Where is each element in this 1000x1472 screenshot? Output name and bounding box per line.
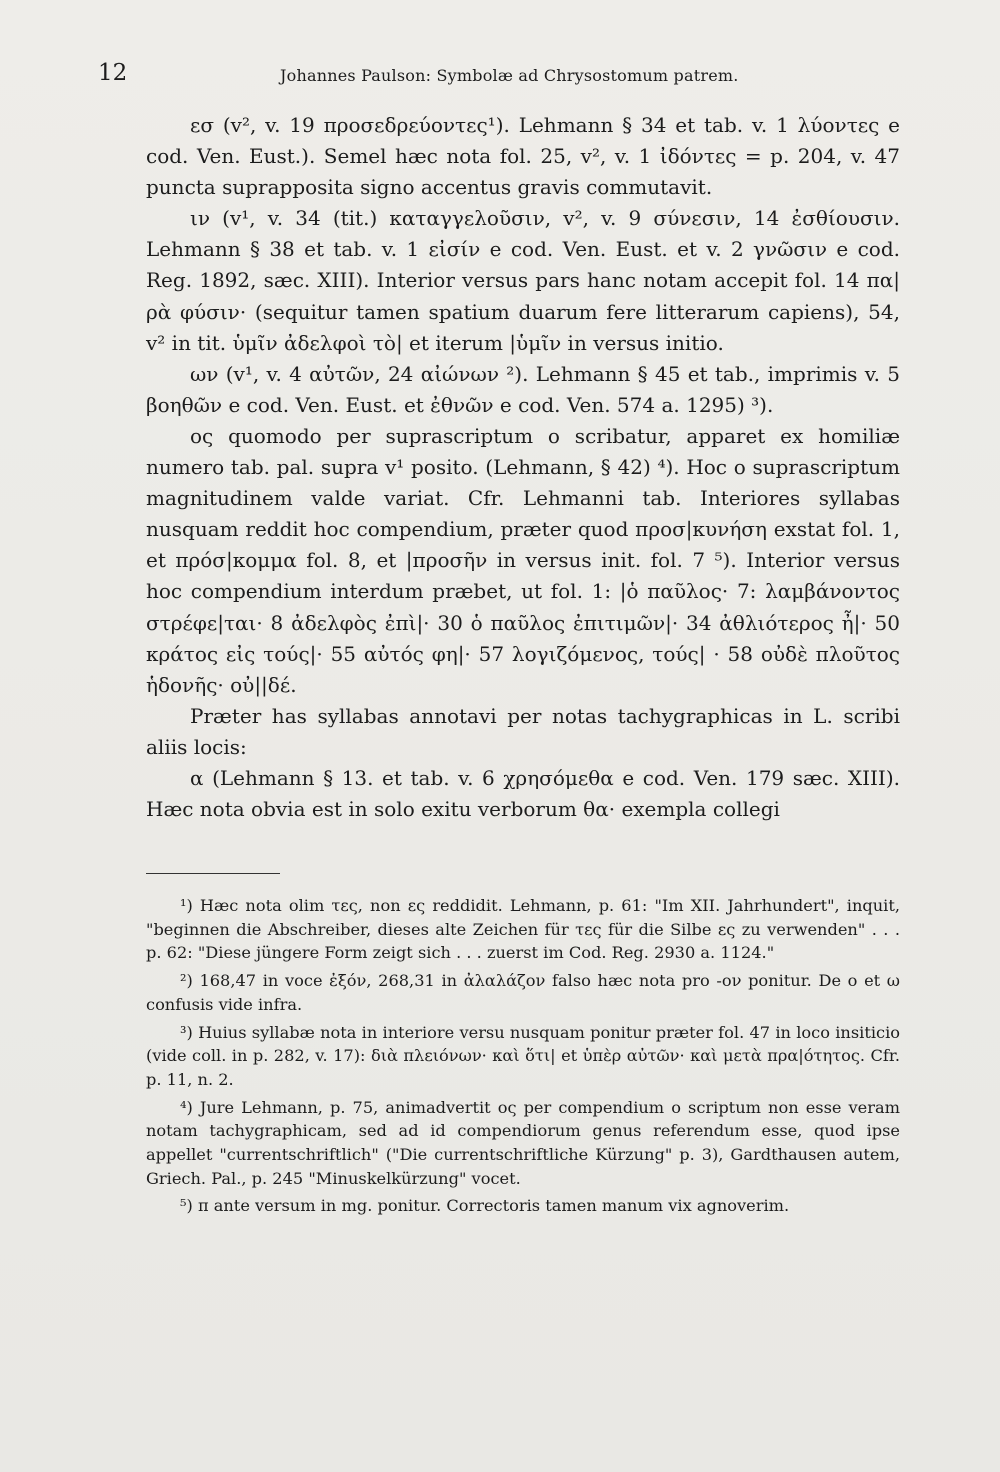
paragraph: Præter has syllabas annotavi per notas tachygraphicas in L. scribi aliis locis:: [146, 703, 900, 759]
running-title: Johannes Paulson: Symbolæ ad Chrysostomum patrem.: [280, 66, 739, 85]
paragraph: ιν (v¹, v. 34 (tit.) καταγγελοῦσιν, v², v. 9 σύνεσιν, 14 ἐσθίουσιν. Lehmann § 38 et tab. v. 1 εἰσίν e cod. Ven. Eust. et v. 2 γνῶσιν e cod. Reg. 1892, sæc. XIII). Interior versus pars hanc notam accepit fol. 14 πα|ρὰ φύσιν· (sequitur tamen spatium duarum fere litterarum capiens), 54, v² in tit. ὑμῖν ἀδελφοὶ τὸ| et iterum |ὑμῖν in versus initio.: [146, 206, 900, 355]
footnote: ¹) Hæc nota olim τες, non ες reddidit. Lehmann, p. 61: "Im XII. Jahrhundert", inquit, "beginnen die Abschreiber, dieses alte Zeichen für τες für die Silbe ες zu verwenden" . . . p. 62: "Diese jüngere Form zeigt sich . . . zuerst im Cod. Reg. 2930 a. 1124.": [146, 896, 900, 963]
footnote: ⁵) π ante versum in mg. ponitur. Correctoris tamen manum vix agnoverim.: [180, 1196, 790, 1216]
main-text: [146, 110, 900, 825]
footnote: ³) Huius syllabæ nota in interiore versu nusquam ponitur præter fol. 47 in loco insiticio (vide coll. in p. 282, v. 17): διὰ πλειόνων· καὶ ὅτι| et ὑπὲρ αὐτῶν· καὶ μετὰ πρα|ότητος. Cfr. p. 11, n. 2.: [146, 1022, 900, 1089]
page-header: [98, 60, 910, 90]
paragraph: α (Lehmann § 13. et tab. v. 6 χρησόμεθα e cod. Ven. 179 sæc. XIII). Hæc nota obvia est in solo exitu verborum θα· exempla collegi: [146, 765, 900, 822]
paragraph: εσ (v², v. 19 προσεδρεύοντες¹). Lehmann § 34 et tab. v. 1 λύοντες e cod. Ven. Eust.). Semel hæc nota fol. 25, v², v. 1 ἰδόντες = p. 204, v. 47 puncta suprapposita signo accentus gravis commutavit.: [146, 113, 900, 200]
page-number: 12: [98, 60, 128, 86]
paragraph: ων (v¹, v. 4 αὐτῶν, 24 αἰώνων ²). Lehmann § 45 et tab., imprimis v. 5 βοηθῶν e cod. Ven. Eust. et ἐθνῶν e cod. Ven. 574 a. 1295) ³).: [146, 361, 900, 417]
footnote: ⁴) Jure Lehmann, p. 75, animadvertit ος per compendium ο scriptum non esse veram notam tachygraphicam, sed ad id compendiorum genus referendum esse, quod ipse appellet "currentschriftlich" ("Die currentschriftliche Kürzung" p. 3), Gardthausen autem, Griech. Pal., p. 245 "Minuskelkürzung" vocet.: [146, 1097, 900, 1188]
footnotes: [146, 894, 900, 1222]
paragraph: ος quomodo per suprascriptum ο scribatur, apparet ex homiliæ numero tab. pal. supra v¹ posito. (Lehmann, § 42) ⁴). Hoc ο suprascriptum magnitudinem valde variat. Cfr. Lehmanni tab. Interiores syllabas nusquam reddit hoc compendium, præter quod προσ|κυνήση exstat fol. 1, et πρόσ|κομμα fol. 8, et |προσῆν in versus init. fol. 7 ⁵). Interior versus hoc compendium interdum præbet, ut fol. 1: |ὁ παῦλος· 7: λαμβάνοντος στρέφε|ται· 8 ἀδελφὸς ἐπὶ|· 30 ὁ παῦλος ἐπιτιμῶν|· 34 ἀθλιότερος ἦ|· 50 κράτος εἰς τούς|· 55 αὐτός φη|· 57 λογιζόμενος, τούς| · 58 οὐδὲ πλοῦτος ἡδονῆς· οὐ||δέ.: [146, 423, 900, 697]
footnote: ²) 168,47 in voce ἐξόν, 268,31 in ἀλαλάζον falso hæc nota pro -ον ponitur. De ο et ω confusis vide infra.: [146, 971, 900, 1014]
footnote-divider: [146, 873, 280, 874]
